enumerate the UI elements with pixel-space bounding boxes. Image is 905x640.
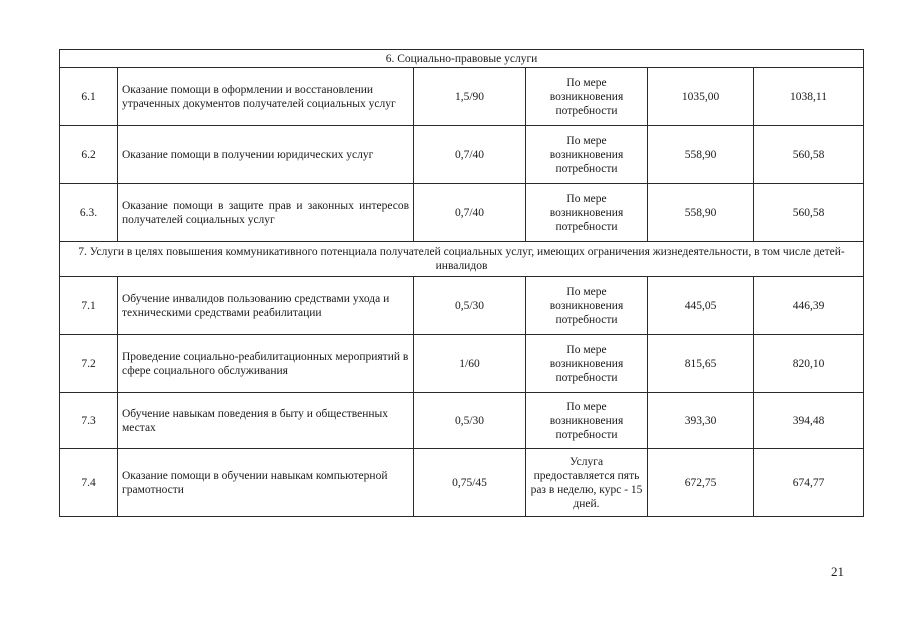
service-periodicity: По мере возникновения потребности: [526, 393, 648, 449]
time-norm: 0,5/30: [414, 277, 526, 335]
row-number: 6.2: [60, 126, 118, 184]
table-row: [60, 277, 864, 335]
service-name: Оказание помощи в оформлении и восстановлении утраченных документов получателей социальных услуг: [118, 68, 414, 126]
price-value: 393,30: [648, 393, 754, 449]
row-number: 7.2: [60, 335, 118, 393]
service-periodicity: По мере возникновения потребности: [526, 335, 648, 393]
price-value: 672,75: [648, 449, 754, 517]
time-norm: 0,7/40: [414, 126, 526, 184]
row-number: 7.4: [60, 449, 118, 517]
service-name: Оказание помощи в получении юридических услуг: [118, 126, 414, 184]
price-value: 560,58: [754, 184, 864, 242]
service-periodicity: По мере возникновения потребности: [526, 184, 648, 242]
row-number: 7.1: [60, 277, 118, 335]
price-value: 446,39: [754, 277, 864, 335]
service-periodicity: По мере возникновения потребности: [526, 68, 648, 126]
table-row: [60, 393, 864, 449]
service-periodicity: По мере возникновения потребности: [526, 277, 648, 335]
price-value: 820,10: [754, 335, 864, 393]
price-value: 815,65: [648, 335, 754, 393]
table-row: [60, 335, 864, 393]
price-value: 558,90: [648, 126, 754, 184]
price-value: 1038,11: [754, 68, 864, 126]
table-row: [60, 68, 864, 126]
time-norm: 0,5/30: [414, 393, 526, 449]
row-number: 7.3: [60, 393, 118, 449]
section-title: 6. Социально-правовые услуги: [60, 50, 864, 68]
services-table: [59, 49, 864, 517]
service-name: Обучение навыкам поведения в быту и общественных местах: [118, 393, 414, 449]
price-value: 445,05: [648, 277, 754, 335]
table-row: [60, 126, 864, 184]
service-name: Оказание помощи в защите прав и законных интересов получателей социальных услуг: [118, 184, 414, 242]
page-number: 21: [831, 564, 844, 579]
price-value: 394,48: [754, 393, 864, 449]
service-name: Обучение инвалидов пользованию средствами ухода и техническими средствами реабилитации: [118, 277, 414, 335]
service-name: Проведение социально-реабилитационных мероприятий в сфере социального обслуживания: [118, 335, 414, 393]
row-number: 6.1: [60, 68, 118, 126]
section-header-row: [60, 50, 864, 68]
service-periodicity: По мере возникновения потребности: [526, 126, 648, 184]
section-title: 7. Услуги в целях повышения коммуникативного потенциала получателей социальных услуг, имеющих ограничения жизнедеятельности, в том числе детей-инвалидов: [60, 242, 864, 277]
service-name: Оказание помощи в обучении навыкам компьютерной грамотности: [118, 449, 414, 517]
price-value: 1035,00: [648, 68, 754, 126]
price-value: 558,90: [648, 184, 754, 242]
price-value: 674,77: [754, 449, 864, 517]
section-header-row: [60, 242, 864, 277]
table-row: [60, 184, 864, 242]
service-periodicity: Услуга предоставляется пять раз в неделю, курс - 15 дней.: [526, 449, 648, 517]
table-row: [60, 449, 864, 517]
time-norm: 1,5/90: [414, 68, 526, 126]
time-norm: 1/60: [414, 335, 526, 393]
time-norm: 0,75/45: [414, 449, 526, 517]
time-norm: 0,7/40: [414, 184, 526, 242]
price-value: 560,58: [754, 126, 864, 184]
row-number: 6.3.: [60, 184, 118, 242]
